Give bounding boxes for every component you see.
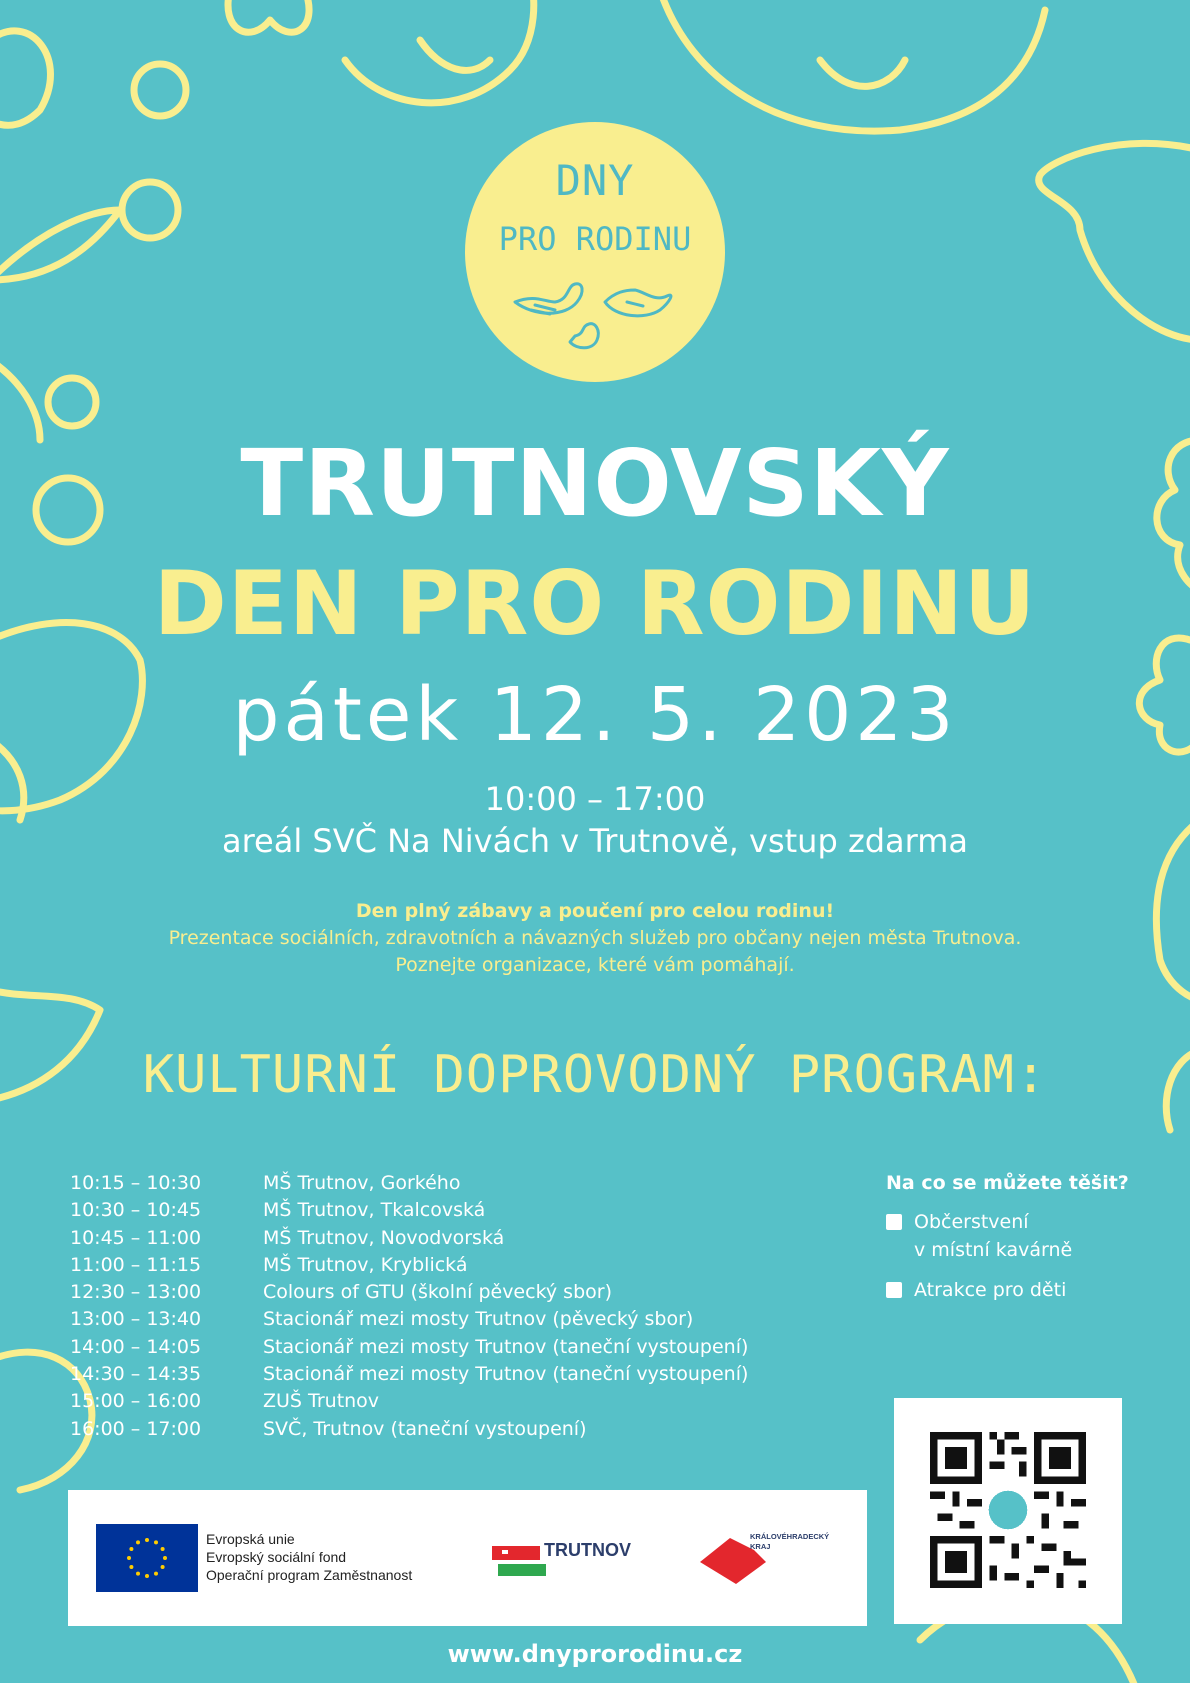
schedule-event: Stacionář mezi mosty Trutnov (taneční vystoupení) bbox=[263, 1335, 749, 1358]
schedule-row bbox=[70, 1418, 850, 1445]
schedule-row bbox=[70, 1199, 850, 1226]
sponsor-bar bbox=[68, 1490, 867, 1626]
benefit-line: v místní kavárně bbox=[914, 1239, 1073, 1261]
eu-flag-logo bbox=[96, 1524, 198, 1592]
schedule-time: 14:30 – 14:35 bbox=[70, 1363, 202, 1386]
eu-text bbox=[206, 1530, 412, 1584]
schedule-row bbox=[70, 1336, 850, 1363]
qr-code-icon bbox=[930, 1432, 1086, 1588]
eu-stars-icon bbox=[96, 1524, 198, 1592]
schedule-event: Stacionář mezi mosty Trutnov (taneční vystoupení) bbox=[263, 1363, 749, 1386]
decor-bird-icon bbox=[345, 0, 534, 103]
schedule-event: Stacionář mezi mosty Trutnov (pěvecký sbor) bbox=[263, 1308, 694, 1331]
benefits-box bbox=[886, 1172, 1176, 1316]
decor-circle bbox=[122, 182, 178, 238]
intro-line: Prezentace sociálních, zdravotních a návazných služeb pro občany nejen města Trutnova. bbox=[168, 927, 1022, 949]
decor-circle bbox=[134, 64, 186, 116]
decor-leaf-icon bbox=[0, 360, 40, 440]
event-venue: areál SVČ Na Nivách v Trutnově, vstup zdarma bbox=[221, 822, 969, 860]
program-schedule bbox=[70, 1172, 850, 1445]
decor-bird-icon bbox=[1039, 143, 1190, 340]
checkbox-icon bbox=[886, 1282, 902, 1298]
event-date: pátek 12. 5. 2023 bbox=[232, 672, 958, 758]
schedule-time: 10:45 – 11:00 bbox=[70, 1226, 202, 1249]
schedule-row bbox=[70, 1172, 850, 1199]
website-url: www.dnyprorodinu.cz bbox=[447, 1640, 743, 1668]
logo-text-line1: DNY bbox=[555, 156, 635, 205]
schedule-time: 11:00 – 11:15 bbox=[70, 1253, 202, 1276]
decor-heart-icon bbox=[0, 31, 50, 125]
logo-text-line2: PRO RODINU bbox=[498, 220, 692, 258]
schedule-row bbox=[70, 1390, 850, 1417]
event-time: 10:00 – 17:00 bbox=[484, 780, 706, 818]
schedule-time: 10:30 – 10:45 bbox=[70, 1199, 202, 1222]
schedule-time: 10:15 – 10:30 bbox=[70, 1172, 202, 1194]
kraj-text-line: KRAJ bbox=[750, 1542, 771, 1551]
decor-bird-icon bbox=[660, 0, 1045, 131]
benefit-line: Občerstvení bbox=[914, 1211, 1029, 1233]
benefit-item bbox=[886, 1208, 1176, 1264]
eu-text-line: Operační program Zaměstnanost bbox=[206, 1567, 413, 1583]
intro-text bbox=[0, 898, 1190, 979]
title-line1: TRUTNOVSKÝ bbox=[240, 430, 950, 537]
qr-code-box bbox=[894, 1398, 1122, 1624]
decor-flower-icon bbox=[228, 0, 309, 32]
schedule-event: MŠ Trutnov, Gorkého bbox=[263, 1172, 461, 1194]
birds-icon bbox=[505, 272, 685, 352]
schedule-row bbox=[70, 1308, 850, 1335]
benefit-label bbox=[914, 1208, 1072, 1264]
event-logo bbox=[465, 122, 725, 382]
schedule-event: Colours of GTU (školní pěvecký sbor) bbox=[263, 1281, 612, 1304]
eu-text-line: Evropská unie bbox=[206, 1531, 295, 1547]
schedule-time: 15:00 – 16:00 bbox=[70, 1390, 202, 1413]
trutnov-logo-text: TRUTNOV bbox=[544, 1540, 631, 1560]
schedule-time: 13:00 – 13:40 bbox=[70, 1308, 202, 1331]
schedule-event: MŠ Trutnov, Kryblická bbox=[263, 1253, 468, 1276]
schedule-row bbox=[70, 1254, 850, 1281]
eu-text-line: Evropský sociální fond bbox=[206, 1549, 347, 1565]
intro-line: Poznejte organizace, které vám pomáhají. bbox=[395, 954, 795, 976]
decor-circle bbox=[48, 378, 96, 426]
kraj-text-line: KRÁLOVÉHRADECKÝ bbox=[750, 1532, 830, 1541]
schedule-event: SVČ, Trutnov (taneční vystoupení) bbox=[263, 1417, 587, 1440]
program-heading: KULTURNÍ DOPROVODNÝ PROGRAM: bbox=[142, 1045, 1048, 1105]
kraj-logo-text bbox=[750, 1532, 829, 1552]
checkbox-icon bbox=[886, 1214, 902, 1230]
schedule-row bbox=[70, 1363, 850, 1390]
schedule-time: 12:30 – 13:00 bbox=[70, 1281, 202, 1304]
schedule-row bbox=[70, 1281, 850, 1308]
schedule-row bbox=[70, 1227, 850, 1254]
schedule-time: 14:00 – 14:05 bbox=[70, 1335, 202, 1358]
benefit-item bbox=[886, 1276, 1176, 1304]
schedule-time: 16:00 – 17:00 bbox=[70, 1417, 202, 1440]
benefit-label: Atrakce pro děti bbox=[914, 1279, 1067, 1301]
schedule-event: MŠ Trutnov, Novodvorská bbox=[263, 1226, 505, 1249]
schedule-event: MŠ Trutnov, Tkalcovská bbox=[263, 1199, 486, 1222]
benefits-title: Na co se můžete těšit? bbox=[886, 1172, 1129, 1194]
schedule-event: ZUŠ Trutnov bbox=[263, 1390, 380, 1413]
intro-headline: Den plný zábavy a poučení pro celou rodinu! bbox=[355, 900, 835, 922]
decor-leaf-icon bbox=[0, 210, 120, 280]
title-line2: DEN PRO RODINU bbox=[153, 552, 1037, 655]
